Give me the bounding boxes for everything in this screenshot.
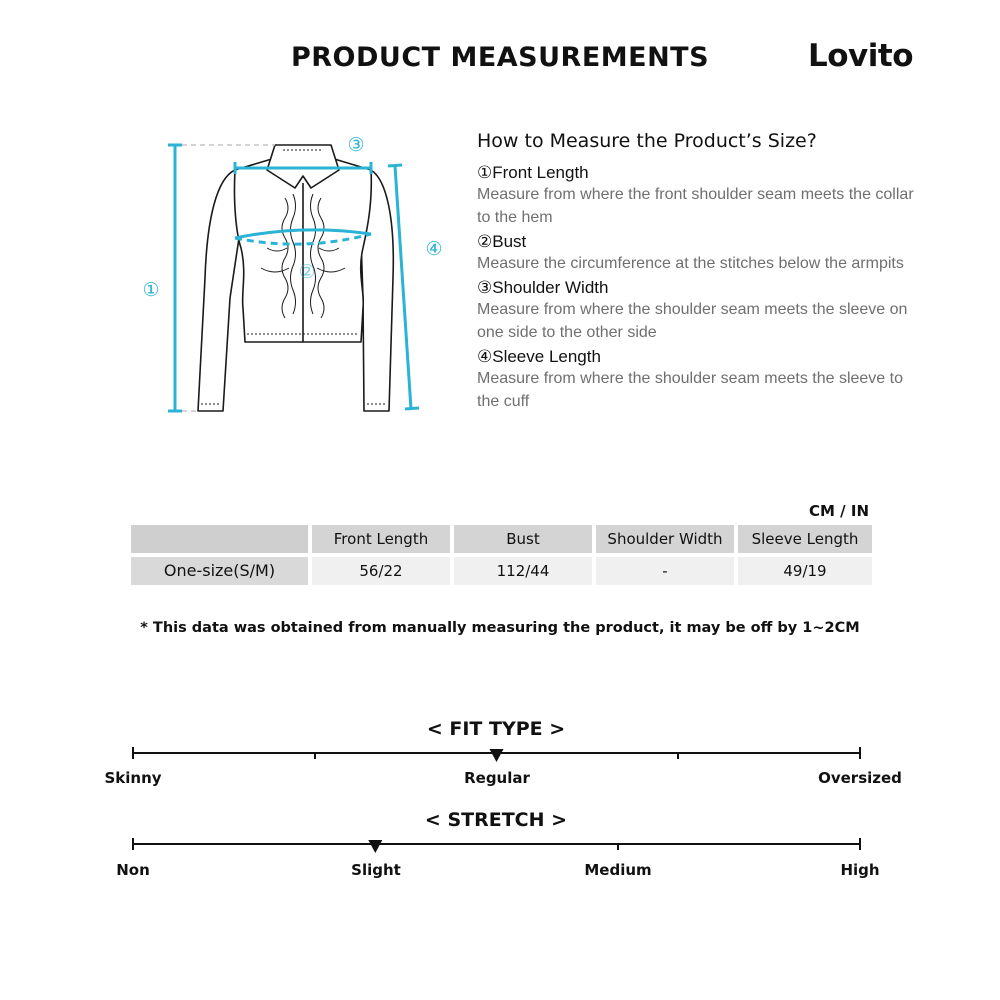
garment-diagram	[135, 128, 455, 423]
table-cell: -	[596, 557, 734, 585]
fit-type-title: < FIT TYPE >	[426, 718, 566, 740]
table-header-cell: Front Length	[312, 525, 450, 553]
stretch-label-slight: Slight	[351, 861, 401, 879]
unit-label: CM / IN	[809, 502, 869, 520]
fit-label-regular: Regular	[464, 769, 530, 787]
stretch-label-medium: Medium	[584, 861, 652, 879]
marker-sleeve: ④	[425, 238, 443, 260]
table-header-cell	[131, 525, 308, 553]
measure-name: ①Front Length	[477, 163, 589, 182]
measure-name: ③Shoulder Width	[477, 278, 609, 297]
table-header-cell: Sleeve Length	[738, 525, 872, 553]
stretch-title: < STRETCH >	[424, 809, 568, 831]
brand-logo: Lovito	[808, 38, 914, 74]
left-sleeve	[198, 170, 239, 411]
how-to-measure-title: How to Measure the Product’s Size?	[477, 130, 817, 152]
size-table	[131, 525, 872, 585]
marker-bust: ②	[298, 261, 316, 283]
stretch-scale	[100, 836, 900, 858]
table-cell: 49/19	[738, 557, 872, 585]
table-row	[131, 557, 872, 585]
measure-item	[477, 277, 917, 344]
marker-front-length: ①	[142, 279, 160, 301]
page-title: PRODUCT MEASUREMENTS	[290, 42, 710, 73]
how-to-measure	[477, 130, 917, 415]
measure-name: ④Sleeve Length	[477, 347, 601, 366]
measure-desc: Measure from where the shoulder seam meets the sleeve to the cuff	[477, 370, 903, 410]
measure-desc: Measure from where the shoulder seam meets the sleeve on one side to the other side	[477, 301, 908, 341]
stretch-marker	[368, 840, 382, 853]
table-cell: 56/22	[312, 557, 450, 585]
fit-label-oversized: Oversized	[818, 769, 902, 787]
measure-item	[477, 231, 917, 275]
measure-desc: Measure from where the front shoulder seam meets the collar to the hem	[477, 186, 914, 226]
table-cell-size: One-size(S/M)	[131, 557, 308, 585]
marker-shoulder: ③	[347, 134, 365, 156]
measure-name: ②Bust	[477, 232, 527, 251]
measure-desc: Measure the circumference at the stitches below the armpits	[477, 255, 904, 272]
table-header-cell: Shoulder Width	[596, 525, 734, 553]
table-header-cell: Bust	[454, 525, 592, 553]
fit-label-skinny: Skinny	[104, 769, 162, 787]
fit-type-marker	[490, 749, 504, 762]
stretch-label-high: High	[840, 861, 880, 879]
fit-type-scale	[100, 745, 900, 767]
measure-item	[477, 162, 917, 229]
table-header-row	[131, 525, 872, 553]
stretch-label-non: Non	[116, 861, 150, 879]
table-cell: 112/44	[454, 557, 592, 585]
measure-item	[477, 346, 917, 413]
measurement-note: * This data was obtained from manually measuring the product, it may be off by 1~2CM	[140, 620, 860, 636]
